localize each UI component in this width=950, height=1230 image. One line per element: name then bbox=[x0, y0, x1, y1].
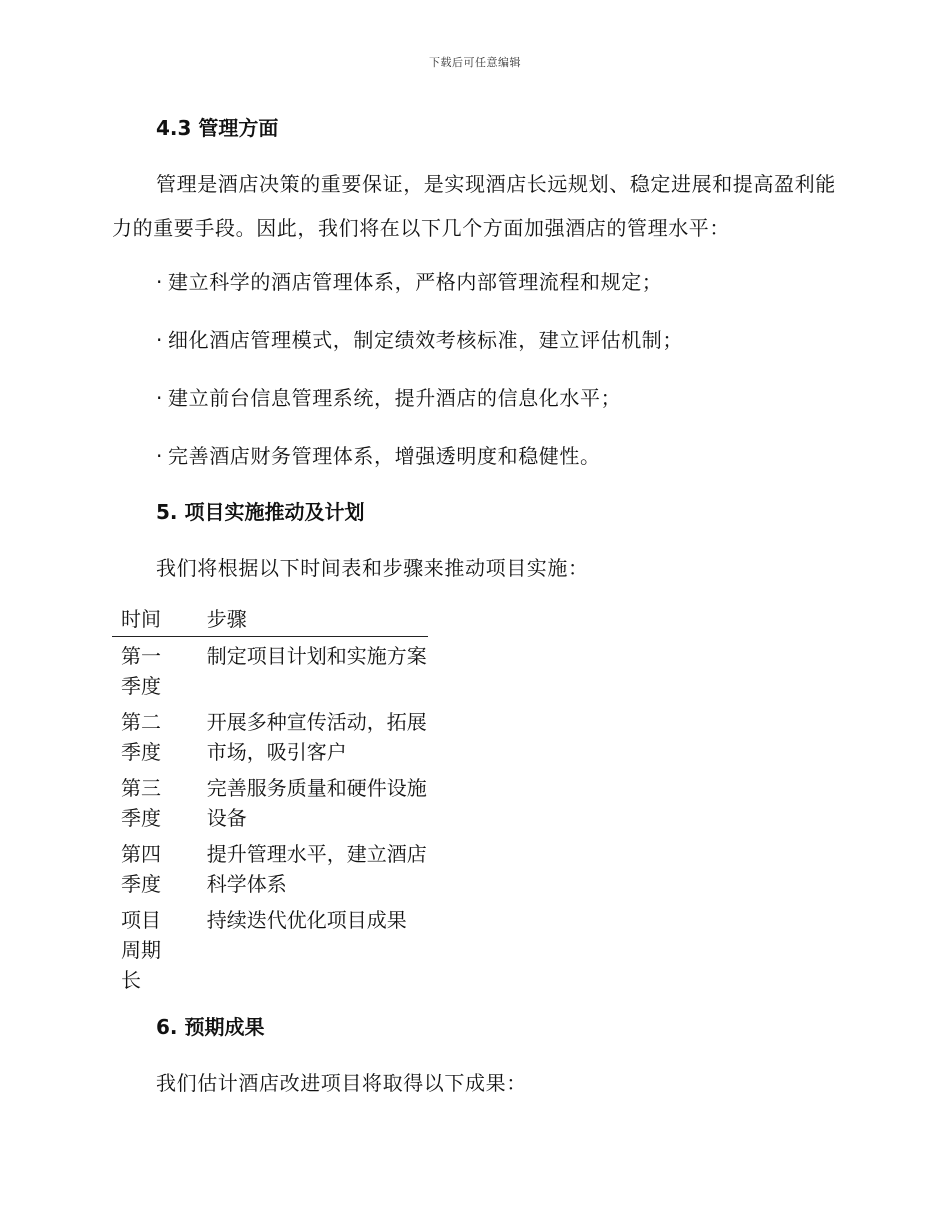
list-item bbox=[112, 438, 838, 474]
list-item-text: 细化酒店管理模式，制定绩效考核标准，建立评估机制； bbox=[168, 328, 683, 352]
table-row bbox=[112, 769, 428, 835]
column-header-time: 时间 bbox=[112, 604, 198, 637]
time-cell: 项目周期长 bbox=[121, 908, 161, 992]
list-item-text: 建立前台信息管理系统，提升酒店的信息化水平； bbox=[168, 386, 622, 410]
table-header-row bbox=[112, 604, 428, 637]
column-header-step: 步骤 bbox=[198, 604, 428, 637]
time-cell: 第三季度 bbox=[121, 776, 161, 830]
list-item bbox=[112, 380, 838, 416]
bullet-marker: · bbox=[156, 270, 163, 294]
list-item-text: 建立科学的酒店管理体系，严格内部管理流程和规定； bbox=[168, 270, 663, 294]
time-cell: 第四季度 bbox=[121, 842, 161, 896]
list-item bbox=[112, 322, 838, 358]
table-row bbox=[112, 637, 428, 704]
management-bullet-list bbox=[112, 264, 838, 474]
page-header-note: 下载后可任意编辑 bbox=[429, 56, 521, 69]
step-cell: 完善服务质量和硬件设施设备 bbox=[206, 776, 427, 830]
document-body bbox=[112, 110, 838, 1105]
list-item bbox=[112, 264, 838, 300]
time-cell: 第一季度 bbox=[121, 644, 161, 698]
section-6-intro: 我们估计酒店改进项目将取得以下成果： bbox=[156, 1071, 527, 1095]
bullet-marker: · bbox=[156, 444, 163, 468]
time-cell: 第二季度 bbox=[121, 710, 161, 764]
step-cell: 开展多种宣传活动，拓展市场，吸引客户 bbox=[206, 710, 427, 764]
section-4-3-intro: 管理是酒店决策的重要保证，是实现酒店长远规划、稳定进展和提高盈利能力的重要手段。因此，我们将在以下几个方面加强酒店的管理水平： bbox=[112, 172, 836, 240]
list-item-text: 完善酒店财务管理体系，增强透明度和稳健性。 bbox=[168, 444, 601, 468]
bullet-marker: · bbox=[156, 386, 163, 410]
schedule-table bbox=[112, 604, 428, 997]
table-row bbox=[112, 703, 428, 769]
bullet-marker: · bbox=[156, 328, 163, 352]
section-6-heading: 6. 预期成果 bbox=[156, 1015, 265, 1039]
section-4-3-heading: 4.3 管理方面 bbox=[156, 116, 279, 140]
section-5-intro: 我们将根据以下时间表和步骤来推动项目实施： bbox=[156, 556, 589, 580]
step-cell: 提升管理水平，建立酒店科学体系 bbox=[206, 842, 427, 896]
step-cell: 持续迭代优化项目成果 bbox=[206, 908, 407, 932]
table-row bbox=[112, 835, 428, 901]
table-row bbox=[112, 901, 428, 997]
step-cell: 制定项目计划和实施方案 bbox=[206, 644, 427, 668]
section-5-heading: 5. 项目实施推动及计划 bbox=[156, 500, 365, 524]
